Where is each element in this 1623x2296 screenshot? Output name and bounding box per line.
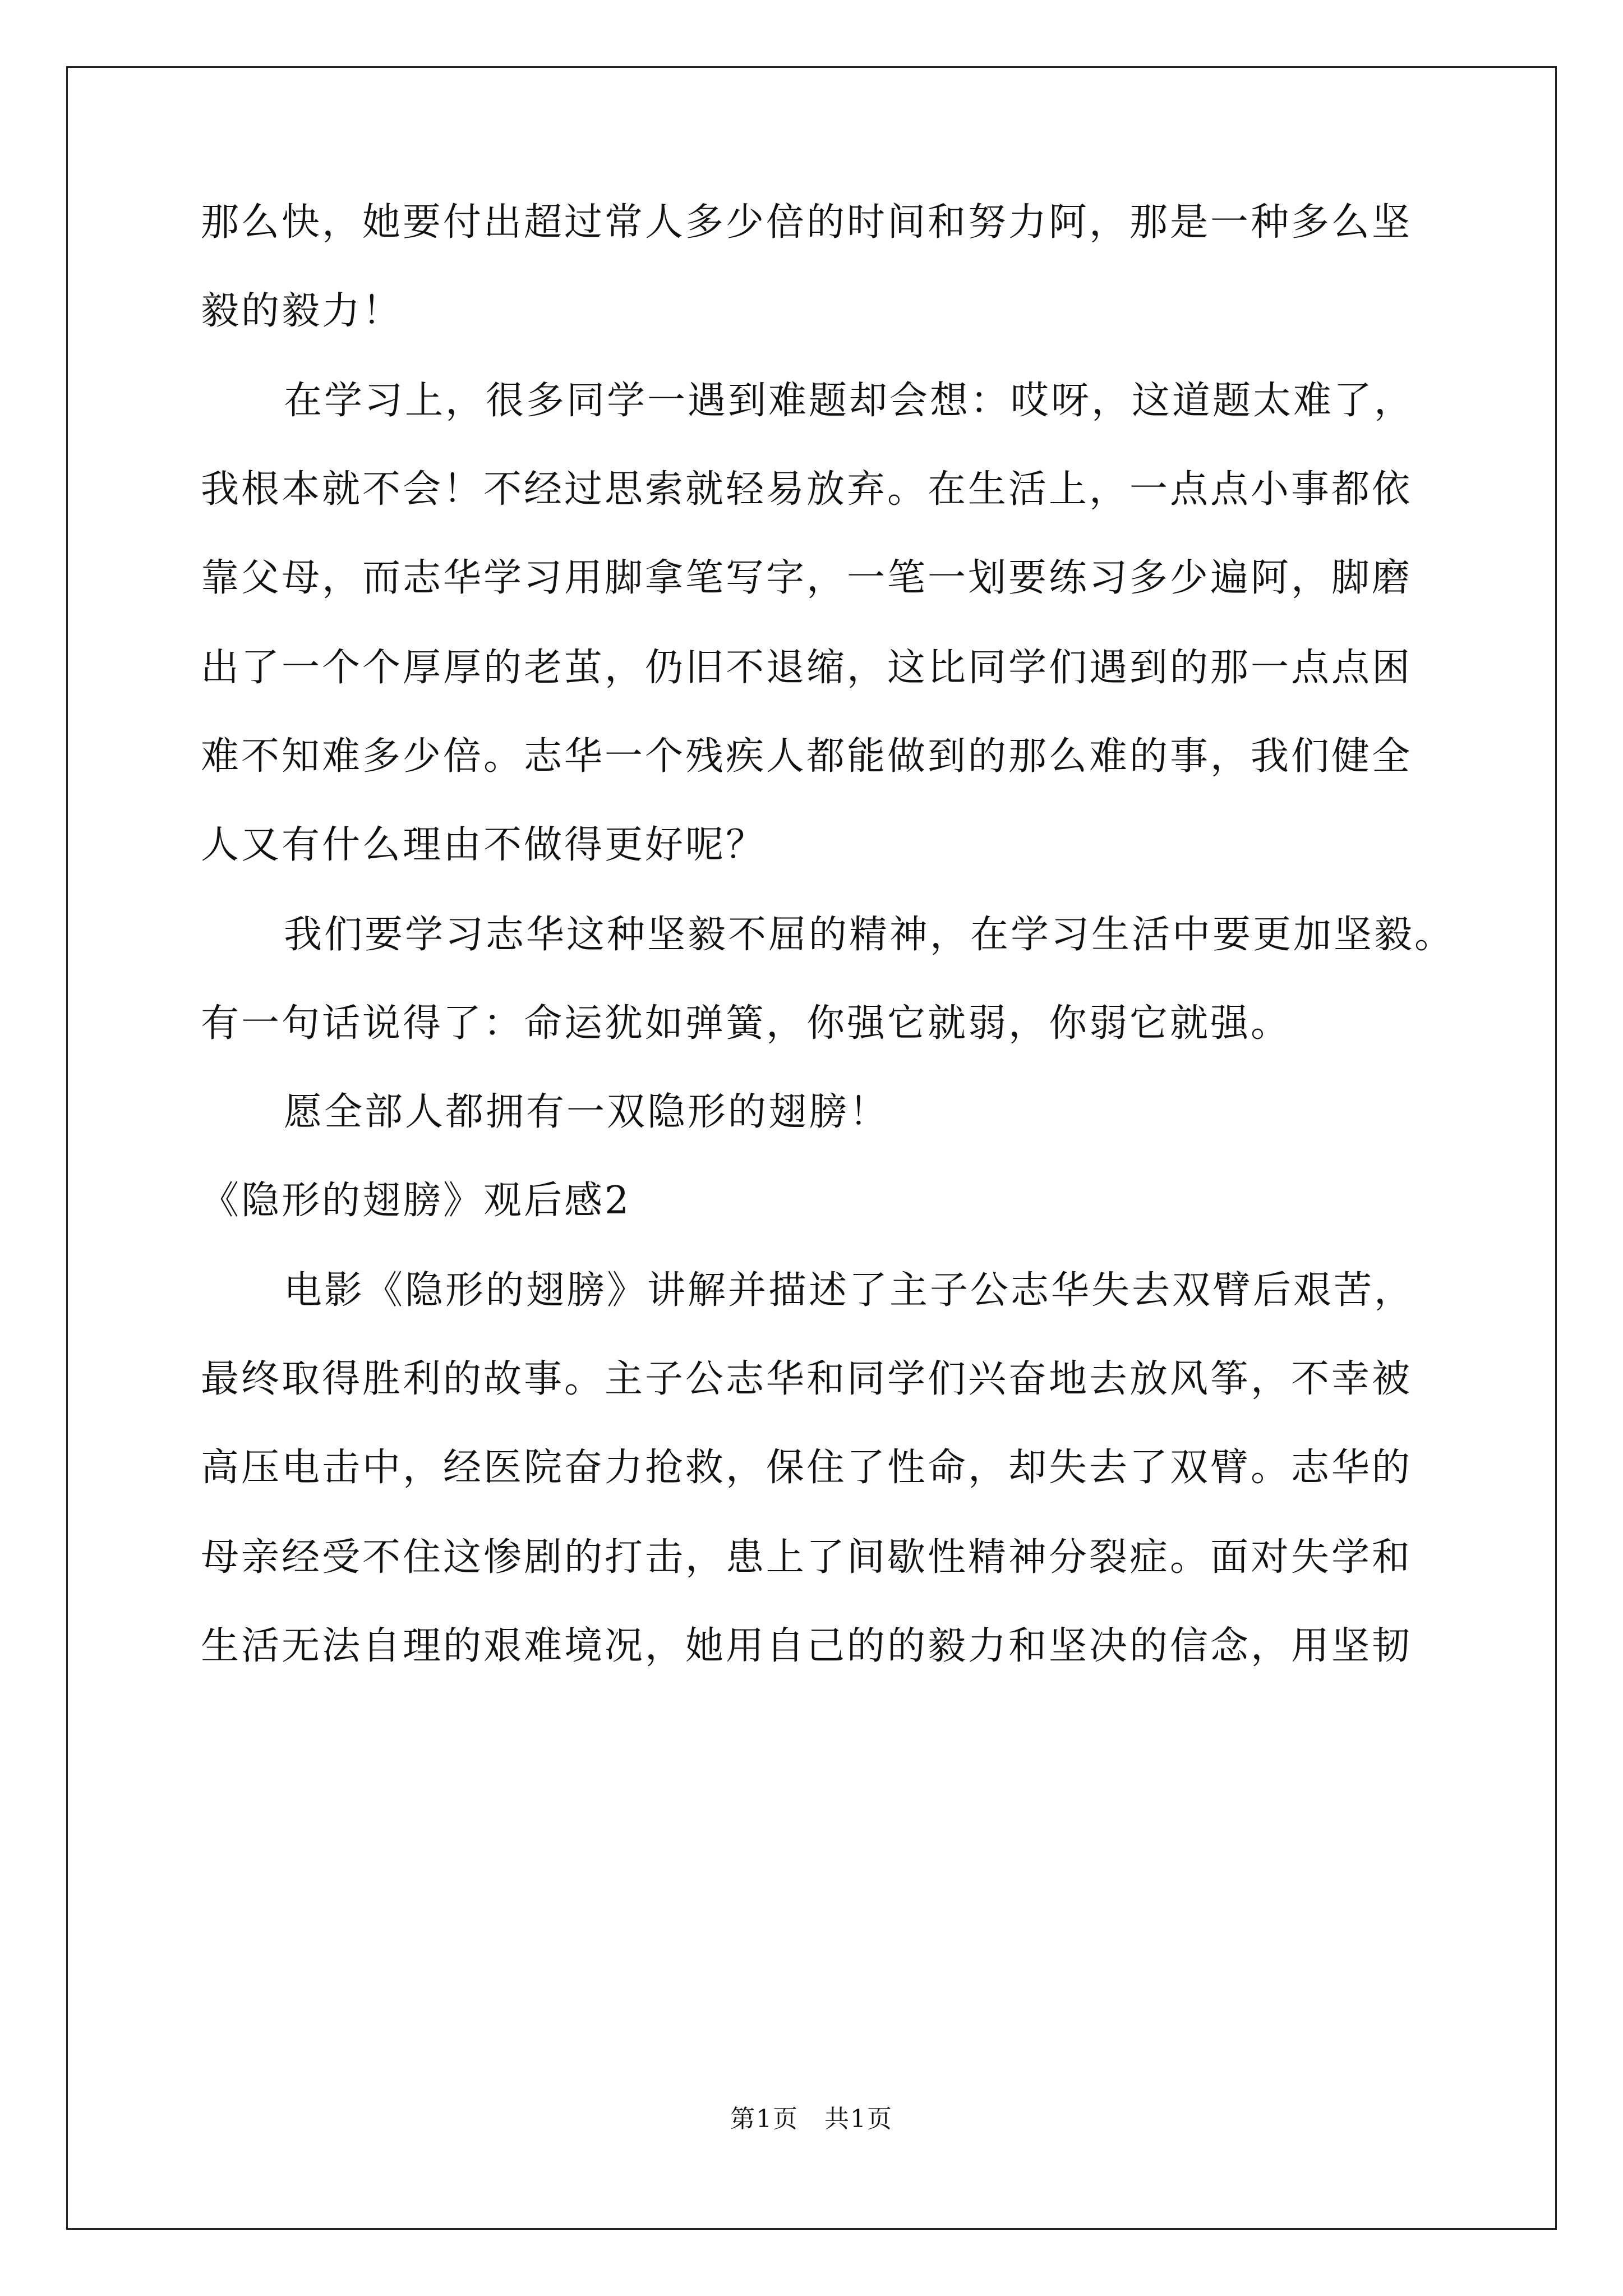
text-line: 那么快，她要付出超过常人多少倍的时间和努力阿，那是一种多么坚 xyxy=(201,200,1413,245)
text-line: 毅的毅力！ xyxy=(201,289,403,333)
text-line: 人又有什么理由不做得更好呢？ xyxy=(201,823,767,867)
text-line: 出了一个个厚厚的老茧，仍旧不退缩，这比同学们遇到的那一点点困 xyxy=(201,646,1413,690)
text-line: 我们要学习志华这种坚毅不屈的精神，在学习生活中要更加坚毅。 xyxy=(284,913,1455,957)
text-line: 愿全部人都拥有一双隐形的翅膀！ xyxy=(284,1090,890,1134)
page-footer: 第1页 共1页 xyxy=(730,2105,893,2133)
text-line: 电影《隐形的翅膀》讲解并描述了主子公志华失去双臂后艰苦， xyxy=(284,1268,1415,1313)
text-line: 难不知难多少倍。志华一个残疾人都能做到的那么难的事，我们健全 xyxy=(201,734,1413,779)
text-line: 靠父母，而志华学习用脚拿笔写字，一笔一划要练习多少遍阿，脚磨 xyxy=(201,556,1413,600)
text-line: 我根本就不会！不经过思索就轻易放弃。在生活上，一点点小事都依 xyxy=(201,467,1413,512)
text-line: 最终取得胜利的故事。主子公志华和同学们兴奋地去放风筝，不幸被 xyxy=(201,1357,1413,1401)
text-line: 高压电击中，经医院奋力抢救，保住了性命，却失去了双臂。志华的 xyxy=(201,1446,1413,1490)
text-line: 母亲经受不住这惨剧的打击，患上了间歇性精神分裂症。面对失学和 xyxy=(201,1535,1413,1580)
text-line: 在学习上，很多同学一遇到难题却会想：哎呀，这道题太难了， xyxy=(284,379,1415,423)
text-line: 有一句话说得了：命运犹如弹簧，你强它就弱，你弱它就强。 xyxy=(201,1001,1292,1046)
text-line: 生活无法自理的艰难境况，她用自己的的毅力和坚决的信念，用坚韧 xyxy=(201,1624,1413,1668)
section-heading: 《隐形的翅膀》观后感2 xyxy=(201,1179,631,1223)
